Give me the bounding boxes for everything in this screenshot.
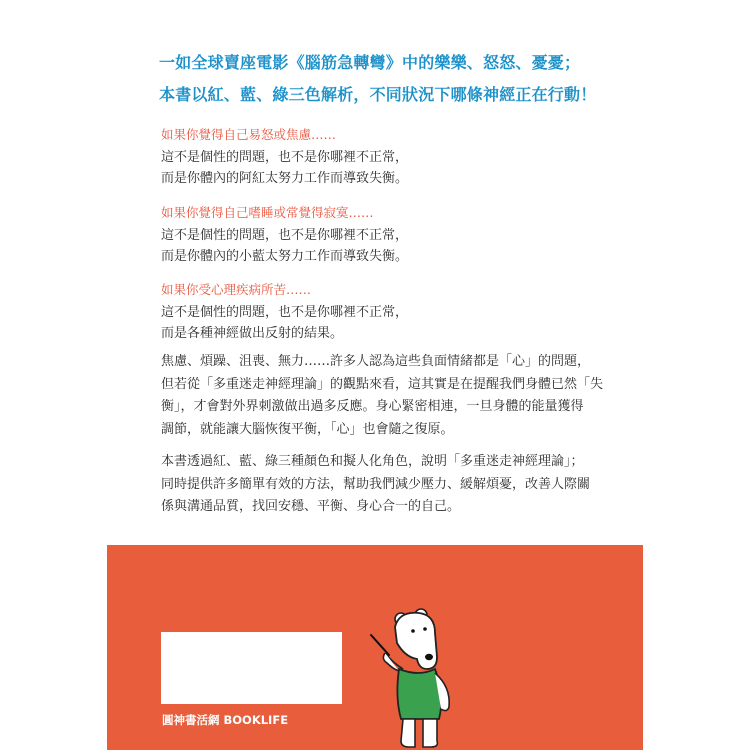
section-2-line-2: 而是你體內的小藍太努力工作而導致失衡。	[161, 249, 409, 264]
bottom-panel	[107, 545, 643, 750]
paragraph-1-line: 調節，就能讓大腦恢復平衡，「心」也會隨之復原。	[161, 421, 454, 437]
headline-line-2: 本書以紅、藍、綠三色解析，不同狀況下哪條神經正在行動！	[159, 85, 597, 104]
barcode-box	[161, 632, 342, 704]
section-3-lead: 如果你受心理疾病所苦……	[161, 282, 312, 297]
paragraph-2-line: 本書透過紅、藍、綠三種顏色和擬人化角色，說明「多重迷走神經理論」；	[161, 454, 584, 469]
paragraph-2-line: 同時提供許多簡單有效的方法，幫助我們減少壓力、緩解煩憂，改善人際關	[161, 476, 591, 492]
publisher-logo: 圓神書活網 BOOKLIFE	[162, 713, 289, 727]
description-paragraph-2	[161, 451, 601, 519]
bear-conductor-icon	[369, 607, 459, 750]
section-1-line-1: 這不是個性的問題，也不是你哪裡不正常，	[161, 150, 409, 165]
section-2-lead: 如果你覺得自己嗜睡或常覺得寂寞……	[161, 205, 374, 220]
paragraph-2-line: 係與溝通品質，找回安穩、平衡、身心合一的自己。	[161, 499, 461, 514]
headline-line-1: 一如全球賣座電影《腦筋急轉彎》中的樂樂、怒怒、憂憂；	[159, 53, 581, 72]
back-cover	[107, 0, 643, 750]
paragraph-1-line: 焦慮、煩躁、沮喪、無力……許多人認為這些負面情緒都是「心」的問題，	[161, 354, 591, 369]
section-2-line-1: 這不是個性的問題，也不是你哪裡不正常，	[161, 228, 409, 243]
section-3-line-2: 而是各種神經做出反射的結果。	[161, 326, 344, 341]
paragraph-1-line: 衡」，才會對外界刺激做出過多反應。身心緊密相連，一旦身體的能量獲得	[161, 399, 584, 414]
section-3-line-1: 這不是個性的問題，也不是你哪裡不正常，	[161, 305, 409, 320]
paragraph-1-line: 但若從「多重迷走神經理論」的觀點來看，這其實是在提醒我們身體已然「失	[161, 376, 604, 392]
section-1-line-2: 而是你體內的阿紅太努力工作而導致失衡。	[161, 171, 409, 186]
section-1-lead: 如果你覺得自己易怒或焦慮……	[161, 127, 337, 142]
description-paragraph-1	[161, 351, 604, 441]
